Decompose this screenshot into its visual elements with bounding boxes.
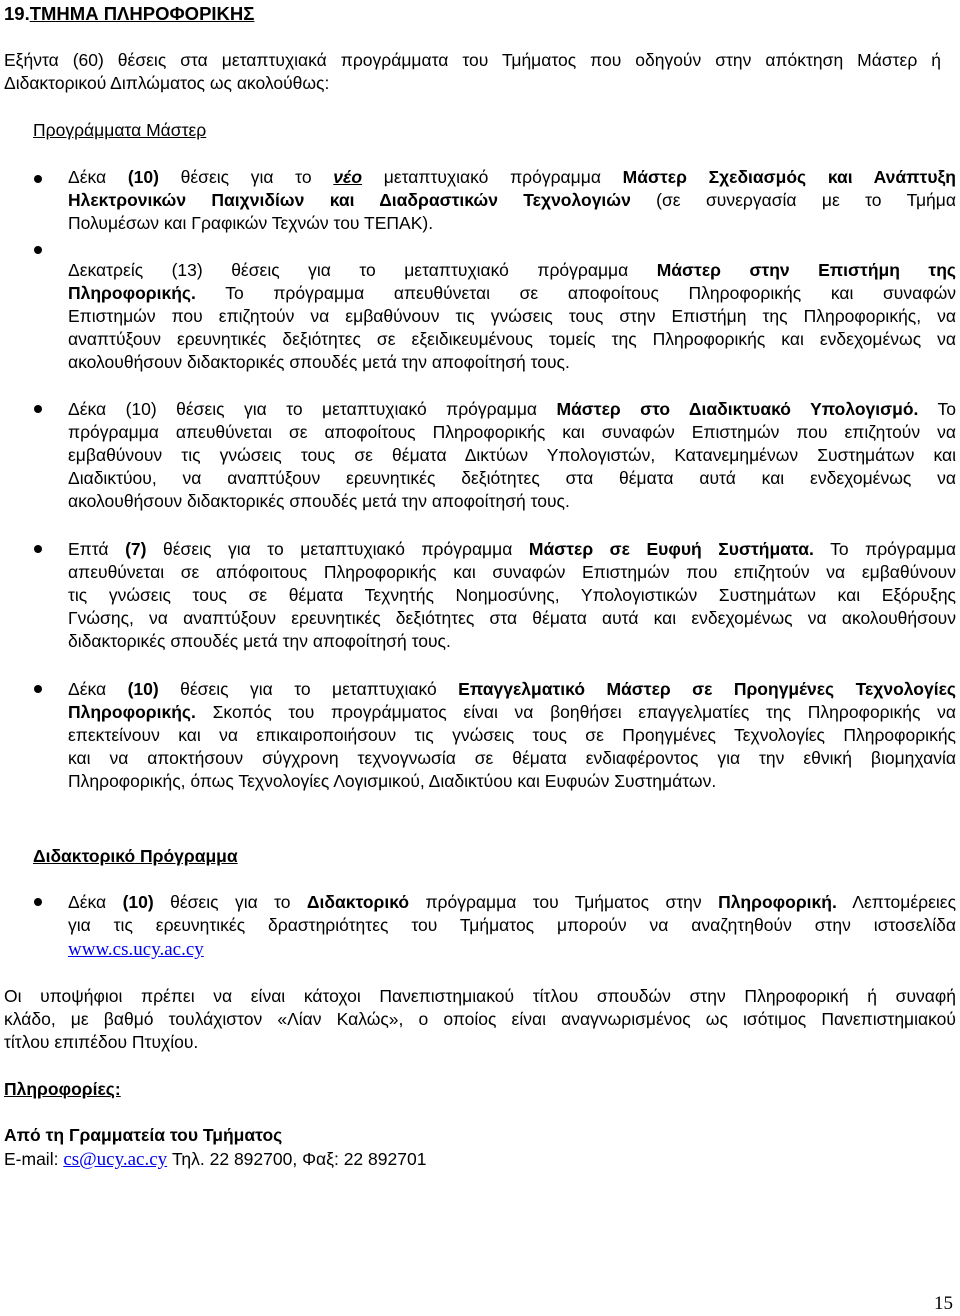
phone-fax: Τηλ. 22 892700, Φαξ: 22 892701 bbox=[167, 1149, 427, 1169]
item3-line-3: εμβαθύνουν τις γνώσεις τους σε θέματα Δικτύων Υπολογιστών, Κατανεμημένων Συστημάτων και bbox=[68, 445, 956, 465]
item3-line-1: Δέκα (10) θέσεις για το μεταπτυχιακό πρόγραμμα Μάστερ στο Διαδικτυακό Υπολογισμό. Το bbox=[68, 399, 956, 419]
item2-line-2: Πληροφορικής. Το πρόγραμμα απευθύνεται σε αποφοίτους Πληροφορικής και συναφών bbox=[68, 283, 956, 303]
contact-from: Από τη Γραμματεία του Τμήματος bbox=[4, 1125, 283, 1145]
bullet-icon bbox=[34, 405, 42, 413]
masters-heading: Προγράμματα Μάστερ bbox=[33, 120, 207, 140]
requirements-line-3: τίτλου επιπέδου Πτυχίου. bbox=[4, 1032, 199, 1052]
item4-line-5: διδακτορικές σπουδές μετά την αποφοίτησή τους. bbox=[68, 631, 451, 651]
item2-line-5: ακολουθήσουν διδακτορικές σπουδές μετά την αποφοίτησή τους. bbox=[68, 352, 570, 372]
item5-line-5: Πληροφορικής, όπως Τεχνολογίες Λογισμικού, Διαδικτύου και Ευφυών Συστημάτων. bbox=[68, 771, 717, 791]
item4-line-1: Επτά (7) θέσεις για το μεταπτυχιακό πρόγραμμα Μάστερ σε Ευφυή Συστήματα. Το πρόγραμμα bbox=[68, 539, 957, 559]
phd-heading: Διδακτορικό Πρόγραμμα bbox=[33, 846, 238, 866]
requirements-line-1: Οι υποψήφιοι πρέπει να είναι κάτοχοι Πανεπιστημιακού τίτλου σπουδών στην Πληροφορική ή συναφή bbox=[4, 986, 956, 1006]
bullet-icon bbox=[34, 545, 42, 553]
requirements-line-2: κλάδο, με βαθμό τουλάχιστον «Λίαν Καλώς», ο οποίος είναι αναγνωρισμένος ως ισότιμος Πανεπιστημιακού bbox=[4, 1009, 956, 1029]
section-title: ΤΜΗΜΑ ΠΛΗΡΟΦΟΡΙΚΗΣ bbox=[29, 3, 255, 24]
item4-line-2: απευθύνεται σε απόφοιτους Πληροφορικής και συναφών Επιστημών που επιζητούν να εμβαθύνουν bbox=[68, 562, 956, 582]
page-number: 15 bbox=[934, 1293, 953, 1314]
item5-line-2: Πληροφορικής. Σκοπός του προγράμματος είναι να βοηθήσει επαγγελματίες της Πληροφορικής να bbox=[68, 702, 956, 722]
bullet-icon bbox=[34, 175, 42, 183]
email-link[interactable]: cs@ucy.ac.cy bbox=[63, 1149, 168, 1170]
intro-line-1: Εξήντα (60) θέσεις στα μεταπτυχιακά προγράμματα του Τμήματος που οδηγούν στην απόκτηση Μάστερ ή bbox=[4, 50, 941, 70]
bullet-icon bbox=[34, 246, 42, 254]
bullet-icon bbox=[34, 898, 42, 906]
item2-line-4: αναπτύξουν ερευνητικές δεξιότητες σε εξειδικευμένους τομείς της Πληροφορικής και ενδεχομένως να bbox=[68, 329, 956, 349]
item1-line-2: Ηλεκτρονικών Παιχνιδίων και Διαδραστικών Τεχνολογιών (σε συνεργασία με το Τμήμα bbox=[68, 190, 956, 210]
contact-line bbox=[4, 1148, 426, 1171]
item3-line-4: Διαδικτύου, να αναπτύξουν ερευνητικές δεξιότητες στα θέματα αυτά και ενδεχομένως να bbox=[68, 468, 956, 488]
item4-line-4: Γνώσης, να αναπτύξουν ερευνητικές δεξιότητες στα θέματα αυτά και ενδεχομένως να ακολουθήσουν bbox=[68, 608, 956, 628]
info-heading: Πληροφορίες: bbox=[4, 1079, 121, 1099]
website-link[interactable]: www.cs.ucy.ac.cy bbox=[68, 939, 204, 960]
item1-line-3: Πολυμέσων και Γραφικών Τεχνών του ΤΕΠΑΚ). bbox=[68, 213, 434, 233]
phd-item-line-3 bbox=[68, 938, 204, 961]
phd-item-line-1: Δέκα (10) θέσεις για το Διδακτορικό πρόγραμμα του Τμήματος στην Πληροφορική. Λεπτομέρειες bbox=[68, 892, 957, 912]
intro-line-2: Διδακτορικού Διπλώματος ως ακολούθως: bbox=[4, 73, 330, 93]
item3-line-5: ακολουθήσουν διδακτορικές σπουδές μετά την αποφοίτησή τους. bbox=[68, 491, 570, 511]
item2-line-1: Δεκατρείς (13) θέσεις για το μεταπτυχιακό πρόγραμμα Μάστερ στην Επιστήμη της bbox=[68, 260, 956, 280]
item4-line-3: τις γνώσεις τους σε θέματα Τεχνητής Νοημοσύνης, Υπολογιστικών Συστημάτων και Εξόρυξης bbox=[68, 585, 956, 605]
item3-line-2: πρόγραμμα απευθύνεται σε αποφοίτους Πληροφορικής και συναφών Επιστημών που επιζητούν να bbox=[68, 422, 956, 442]
item5-line-4: και να αποκτήσουν σύγχρονη τεχνογνωσία σε θέματα ενδιαφέροντος για την εθνική βιομηχανία bbox=[68, 748, 956, 768]
section-number: 19. bbox=[4, 3, 30, 24]
item2-line-3: Επιστημών που επιζητούν να εμβαθύνουν τις γνώσεις τους στην Επιστήμη της Πληροφορικής, να bbox=[68, 306, 956, 326]
email-label: E-mail: bbox=[4, 1149, 64, 1169]
item1-line-1: Δέκα (10) θέσεις για το νέο μεταπτυχιακό πρόγραμμα Μάστερ Σχεδιασμός και Ανάπτυξη bbox=[68, 167, 956, 187]
item5-line-3: επεκτείνουν και να επικαιροποιήσουν τις γνώσεις τους σε Προηγμένες Τεχνολογίες Πληροφορικής bbox=[68, 725, 956, 745]
item5-line-1: Δέκα (10) θέσεις για το μεταπτυχιακό Επαγγελματικό Μάστερ σε Προηγμένες Τεχνολογίες bbox=[68, 679, 956, 699]
phd-item-line-2: για τις ερευνητικές δραστηριότητες του Τμήματος μπορούν να αναζητηθούν στην ιστοσελίδα bbox=[68, 915, 956, 935]
bullet-icon bbox=[34, 685, 42, 693]
section-heading bbox=[4, 2, 254, 25]
